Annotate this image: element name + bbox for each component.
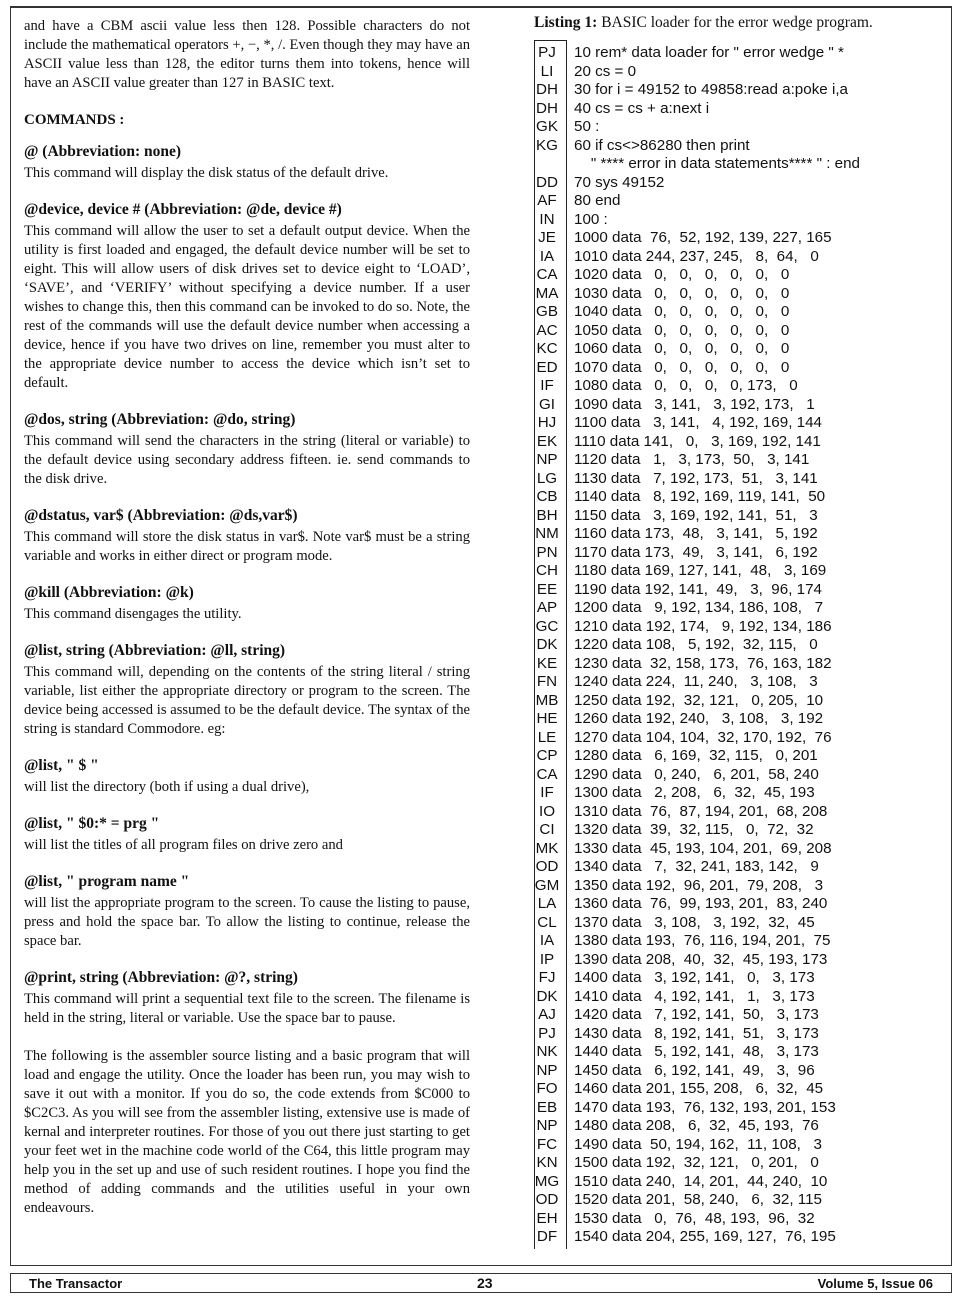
code-text: 1240 data 224, 11, 240, 3, 108, 3 [574, 673, 818, 690]
code-text: 10 rem* data loader for " error wedge " * [574, 44, 844, 61]
checksum-code: GI [538, 395, 556, 413]
code-text: 1390 data 208, 40, 32, 45, 193, 173 [574, 950, 828, 968]
listing-line [534, 81, 954, 100]
checksum-code: EH [536, 1209, 558, 1227]
checksum-code: LI [540, 62, 554, 80]
checksum-code: HJ [537, 414, 557, 431]
code-text: 1260 data 192, 240, 3, 108, 3, 192 [574, 710, 824, 727]
closing-paragraph: The following is the assembler source listing and a basic program that will load and engage the utility. Once the loader has been run, you may wish to save it out with a monitor. If you do so, the code extends from $C000 to $C2C3. As you will see from the assembler listing, extensive use is made of kernal and interpreter routines. For those of you out there just starting to get your feet wet in the machine code world of the C64, this little program may help you in the set up and use of such resident routines. I hope you find the method of adding commands and the utilities useful in your own endeavours. [24, 1048, 470, 1216]
listing-line [534, 451, 954, 470]
code-text: 1520 data 201, 58, 240, 6, 32, 115 [574, 1191, 822, 1208]
checksum-code: MG [534, 1172, 560, 1190]
listing-line [534, 655, 954, 674]
page-number: 23 [477, 1275, 493, 1291]
article-body [24, 17, 470, 1218]
code-text: 1190 data 192, 141, 49, 3, 96, 174 [574, 580, 822, 598]
listing-line [534, 303, 954, 322]
listing-line [534, 118, 954, 137]
listing-line [534, 155, 954, 174]
checksum-code: NK [536, 1043, 558, 1060]
listing-line [534, 914, 954, 933]
code-text: 1310 data 76, 87, 194, 201, 68, 208 [574, 802, 828, 820]
listing-line [534, 988, 954, 1007]
listing-line [534, 747, 954, 766]
checksum-code: FO [536, 1080, 558, 1097]
checksum-code: DK [536, 987, 558, 1005]
code-text: 1140 data 8, 192, 169, 119, 141, 50 [574, 488, 826, 505]
code-text: 80 end [574, 192, 621, 209]
intro-paragraph: and have a CBM ascii value less then 128. Possible characters do not include the mathematical operators +, −, *, /. Even though they may have an ASCII value less than 128, the editor turns them into tokens, hence will have an ASCII value greater than 127 in BASIC text. [24, 18, 470, 91]
checksum-code: LG [536, 469, 558, 487]
code-text: 1360 data 76, 99, 193, 201, 83, 240 [574, 895, 828, 912]
listing-line [534, 100, 954, 119]
example-list-directory [24, 756, 470, 797]
listing-line [534, 877, 954, 896]
checksum-code: IN [539, 210, 555, 228]
command-description: This command will display the disk status of the default drive. [24, 165, 389, 181]
code-text: 1470 data 193, 76, 132, 193, 201, 153 [574, 1098, 836, 1116]
command-description: This command will store the disk status in var$. Note var$ must be a string variable and works in either direct or program mode. [24, 529, 470, 564]
checksum-code: BH [536, 506, 558, 524]
checksum-code: EK [536, 432, 558, 450]
page-footer [10, 1273, 952, 1293]
command-description: This command will, depending on the contents of the string literal / string variable, list either the appropriate directory or program to the screen. The device being accessed is assumed to be the default device. The syntax of the string is standard Commodore. eg: [24, 664, 470, 737]
command-list [24, 641, 470, 739]
code-listing [534, 44, 954, 1247]
listing-line [534, 322, 954, 341]
code-text: 1420 data 7, 192, 141, 50, 3, 173 [574, 1006, 819, 1023]
code-text: 1330 data 45, 193, 104, 201, 69, 208 [574, 839, 832, 857]
listing-line [534, 1191, 954, 1210]
checksum-code: FC [536, 1135, 558, 1153]
code-text: 1480 data 208, 6, 32, 45, 193, 76 [574, 1117, 819, 1134]
listing-line [534, 507, 954, 526]
checksum-code: CL [537, 913, 557, 931]
code-text: 30 for i = 49152 to 49858:read a:poke i,a [574, 81, 849, 98]
checksum-code: CA [536, 266, 558, 283]
checksum-code: PJ [538, 44, 556, 61]
listing-line [534, 766, 954, 785]
listing-label: Listing 1: [534, 14, 598, 31]
checksum-code: KC [536, 340, 558, 357]
code-text: 1250 data 192, 32, 121, 0, 205, 10 [574, 691, 824, 709]
code-text: 1230 data 32, 158, 173, 76, 163, 182 [574, 654, 832, 672]
listing-line [534, 1062, 954, 1081]
example-description: will list the directory (both if using a dual drive), [24, 779, 310, 795]
listing-line [534, 340, 954, 359]
listing-line [534, 951, 954, 970]
code-text: 1530 data 0, 76, 48, 193, 96, 32 [574, 1209, 815, 1227]
listing-line [534, 1117, 954, 1136]
code-text: 1090 data 3, 141, 3, 192, 173, 1 [574, 395, 815, 413]
listing-line [534, 1080, 954, 1099]
checksum-code: IA [539, 932, 555, 949]
checksum-code: AJ [538, 1006, 556, 1023]
listing-line [534, 1173, 954, 1192]
checksum-box-left-border [534, 40, 535, 1249]
listing-line [534, 562, 954, 581]
listing-line [534, 137, 954, 156]
code-text: 1000 data 76, 52, 192, 139, 227, 165 [574, 229, 832, 246]
checksum-code: LA [537, 895, 557, 912]
checksum-code: AF [537, 192, 557, 209]
listing-line [534, 969, 954, 988]
checksum-code: KE [536, 654, 558, 672]
listing-line [534, 692, 954, 711]
code-text: 1350 data 192, 96, 201, 79, 208, 3 [574, 876, 824, 894]
listing-line [534, 229, 954, 248]
listing-line [534, 784, 954, 803]
checksum-code: IF [540, 377, 554, 394]
listing-line [534, 63, 954, 82]
code-text: 1040 data 0, 0, 0, 0, 0, 0 [574, 303, 790, 320]
checksum-code: NP [536, 451, 558, 468]
listing-line [534, 858, 954, 877]
command-title: @dos, string (Abbreviation: @do, string) [24, 411, 296, 428]
checksum-code: CH [536, 562, 558, 579]
checksum-code: KN [536, 1154, 558, 1171]
example-title: @list, " $ " [24, 757, 99, 774]
checksum-box-top-border [534, 40, 567, 41]
command-title: @device, device # (Abbreviation: @de, device #) [24, 201, 342, 218]
checksum-code: ED [536, 358, 558, 376]
checksum-code: GM [534, 876, 560, 894]
code-text: 1270 data 104, 104, 32, 170, 192, 76 [574, 728, 832, 746]
publication-name: The Transactor [29, 1276, 123, 1291]
commands-heading: COMMANDS : [24, 112, 125, 128]
listing-line [534, 174, 954, 193]
checksum-code: AC [536, 321, 558, 339]
command-description: This command will allow the user to set a default output device. When the utility is first loaded and engaged, the default device number will be set to eight. This will allow users of disk drives set to device eight to ‘LOAD’, ‘SAVE’, and ‘VERIFY’ without specifying a device number. If a user wishes to change this, then this command can be invoked to do so. Note, the rest of the commands will use the default device number when accessing a device, hence if you have two drives on line, remember you must alter to the appropriate device number to access the device which isn’t set to default. [24, 223, 470, 391]
code-text: 1500 data 192, 32, 121, 0, 201, 0 [574, 1154, 819, 1171]
example-list-program-name [24, 872, 470, 951]
checksum-code: IO [538, 802, 556, 820]
listing-line [534, 1210, 954, 1229]
listing-line [534, 396, 954, 415]
code-text: 1180 data 169, 127, 141, 48, 3, 169 [574, 562, 827, 579]
example-title: @list, " program name " [24, 873, 190, 890]
code-text: 1020 data 0, 0, 0, 0, 0, 0 [574, 266, 790, 283]
checksum-code: HE [536, 710, 558, 727]
listing-line [534, 359, 954, 378]
checksum-code: KG [536, 136, 558, 154]
code-text: " **** error in data statements**** " : end [574, 155, 860, 172]
checksum-code: CP [536, 747, 558, 764]
code-text: 1450 data 6, 192, 141, 49, 3, 96 [574, 1061, 815, 1079]
listing-line [534, 488, 954, 507]
code-text: 1080 data 0, 0, 0, 0, 173, 0 [574, 377, 798, 394]
code-text: 1300 data 2, 208, 6, 32, 45, 193 [574, 784, 815, 801]
checksum-code: EB [536, 1098, 558, 1116]
checksum-code: FN [536, 673, 558, 690]
command-description: This command will print a sequential text file to the screen. The filename is held in the string, literal or variable. Use the space bar to pause. [24, 991, 470, 1026]
command-title: @kill (Abbreviation: @k) [24, 584, 194, 601]
code-text: 1430 data 8, 192, 141, 51, 3, 173 [574, 1024, 819, 1042]
checksum-code: PN [536, 543, 558, 561]
code-text: 20 cs = 0 [574, 62, 637, 80]
command-dos [24, 410, 470, 489]
example-list-programs [24, 814, 470, 855]
code-text: 100 : [574, 210, 608, 228]
listing-line [534, 618, 954, 637]
code-text: 1010 data 244, 237, 245, 8, 64, 0 [574, 247, 819, 265]
listing-line [534, 1154, 954, 1173]
listing-line [534, 1006, 954, 1025]
checksum-code: MK [535, 839, 559, 857]
command-title: @ (Abbreviation: none) [24, 143, 182, 160]
checksum-code: AP [536, 599, 558, 616]
code-text: 50 : [574, 118, 600, 135]
listing-line [534, 248, 954, 267]
listing-line [534, 821, 954, 840]
checksum-code: GB [536, 303, 558, 320]
checksum-code: CI [539, 821, 555, 838]
code-text: 1130 data 7, 192, 173, 51, 3, 141 [574, 469, 818, 487]
listing-line [534, 266, 954, 285]
listing-line [534, 525, 954, 544]
checksum-code: OD [535, 858, 559, 875]
code-text: 1100 data 3, 141, 4, 192, 169, 144 [574, 414, 822, 431]
command-title: @print, string (Abbreviation: @?, string) [24, 969, 298, 986]
listing-line [534, 636, 954, 655]
command-title: @list, string (Abbreviation: @ll, string) [24, 642, 286, 659]
code-text: 70 sys 49152 [574, 173, 665, 191]
checksum-code: DK [536, 636, 558, 653]
listing-line [534, 729, 954, 748]
checksum-code: DD [536, 173, 558, 191]
checksum-code: MA [535, 284, 559, 302]
code-text: 1150 data 3, 169, 192, 141, 51, 3 [574, 506, 818, 524]
code-text: 1030 data 0, 0, 0, 0, 0, 0 [574, 284, 790, 302]
command-title: @dstatus, var$ (Abbreviation: @ds,var$) [24, 507, 298, 524]
code-text: 1170 data 173, 49, 3, 141, 6, 192 [574, 543, 818, 561]
listing-line [534, 895, 954, 914]
listing-line [534, 433, 954, 452]
checksum-code: CA [536, 765, 558, 783]
command-print [24, 968, 470, 1028]
code-text: 1160 data 173, 48, 3, 141, 5, 192 [574, 525, 818, 542]
listing-line [534, 377, 954, 396]
code-text: 1540 data 204, 255, 169, 127, 76, 195 [574, 1228, 836, 1245]
listing-line [534, 1025, 954, 1044]
listing-line [534, 470, 954, 489]
code-text: 60 if cs<>86280 then print [574, 136, 750, 154]
code-text: 40 cs = cs + a:next i [574, 99, 710, 117]
code-text: 1400 data 3, 192, 141, 0, 3, 173 [574, 969, 815, 986]
checksum-code: CB [536, 488, 558, 505]
listing-line [534, 414, 954, 433]
command-dstatus [24, 506, 470, 566]
code-text: 1440 data 5, 192, 141, 48, 3, 173 [574, 1043, 819, 1060]
code-text: 1460 data 201, 155, 208, 6, 32, 45 [574, 1080, 824, 1097]
listing-caption [534, 14, 954, 32]
command-at [24, 142, 470, 183]
checksum-code: DH [536, 81, 558, 98]
code-text: 1220 data 108, 5, 192, 32, 115, 0 [574, 636, 818, 653]
checksum-code: GC [535, 617, 559, 635]
code-text: 1060 data 0, 0, 0, 0, 0, 0 [574, 340, 790, 357]
code-text: 1510 data 240, 14, 201, 44, 240, 10 [574, 1172, 828, 1190]
checksum-code [534, 155, 560, 174]
code-text: 1070 data 0, 0, 0, 0, 0, 0 [574, 358, 790, 376]
checksum-code: PJ [538, 1024, 556, 1042]
listing-line [534, 44, 954, 63]
code-text: 1490 data 50, 194, 162, 11, 108, 3 [574, 1135, 822, 1153]
code-text: 1370 data 3, 108, 3, 192, 32, 45 [574, 913, 815, 931]
checksum-code: EE [536, 580, 558, 598]
code-text: 1340 data 7, 32, 241, 183, 142, 9 [574, 858, 819, 875]
code-text: 1200 data 9, 192, 134, 186, 108, 7 [574, 599, 824, 616]
example-description: will list the titles of all program files on drive zero and [24, 837, 343, 853]
code-text: 1290 data 0, 240, 6, 201, 58, 240 [574, 765, 819, 783]
checksum-code: IA [539, 247, 555, 265]
checksum-code: IF [540, 784, 554, 801]
checksum-code: NP [536, 1117, 558, 1134]
code-text: 1380 data 193, 76, 116, 194, 201, 75 [574, 932, 831, 949]
code-text: 1110 data 141, 0, 3, 169, 192, 141 [574, 432, 821, 450]
listing-line [534, 710, 954, 729]
checksum-code: MB [535, 691, 559, 709]
code-text: 1320 data 39, 32, 115, 0, 72, 32 [574, 821, 814, 838]
command-description: This command will send the characters in the string (literal or variable) to the default device using secondary address fifteen. ie. send commands to the disk drive. [24, 433, 470, 487]
code-text: 1280 data 6, 169, 32, 115, 0, 201 [574, 747, 818, 764]
listing-line [534, 211, 954, 230]
checksum-code: DF [536, 1228, 558, 1245]
checksum-code: FJ [538, 969, 556, 986]
listing-line [534, 673, 954, 692]
code-text: 1410 data 4, 192, 141, 1, 3, 173 [574, 987, 815, 1005]
checksum-code: NP [536, 1061, 558, 1079]
listing-line [534, 932, 954, 951]
code-text: 1120 data 1, 3, 173, 50, 3, 141 [574, 451, 810, 468]
listing-line [534, 1043, 954, 1062]
listing-panel [534, 14, 954, 1247]
listing-line [534, 1099, 954, 1118]
checksum-code: OD [535, 1191, 559, 1208]
checksum-code: GK [536, 118, 558, 135]
listing-line [534, 840, 954, 859]
command-device [24, 200, 470, 393]
listing-caption-text: BASIC loader for the error wedge program. [597, 14, 873, 31]
listing-line [534, 803, 954, 822]
listing-line [534, 285, 954, 304]
example-description: will list the appropriate program to the screen. To cause the listing to pause, press and hold the space bar. To allow the listing to continue, release the space bar. [24, 895, 470, 949]
example-title: @list, " $0:* = prg " [24, 815, 160, 832]
checksum-code: JE [538, 229, 556, 246]
checksum-code: IP [539, 950, 555, 968]
checksum-divider [566, 40, 567, 1249]
listing-line [534, 192, 954, 211]
checksum-code: NM [535, 525, 559, 542]
command-description: This command disengages the utility. [24, 606, 242, 622]
command-kill [24, 583, 470, 624]
listing-line [534, 1228, 954, 1247]
listing-line [534, 1136, 954, 1155]
issue-info: Volume 5, Issue 06 [817, 1276, 933, 1291]
listing-line [534, 599, 954, 618]
checksum-code: DH [536, 99, 558, 117]
checksum-code: LE [537, 728, 557, 746]
listing-line [534, 544, 954, 563]
code-text: 1210 data 192, 174, 9, 192, 134, 186 [574, 617, 832, 635]
code-text: 1050 data 0, 0, 0, 0, 0, 0 [574, 321, 790, 339]
listing-line [534, 581, 954, 600]
